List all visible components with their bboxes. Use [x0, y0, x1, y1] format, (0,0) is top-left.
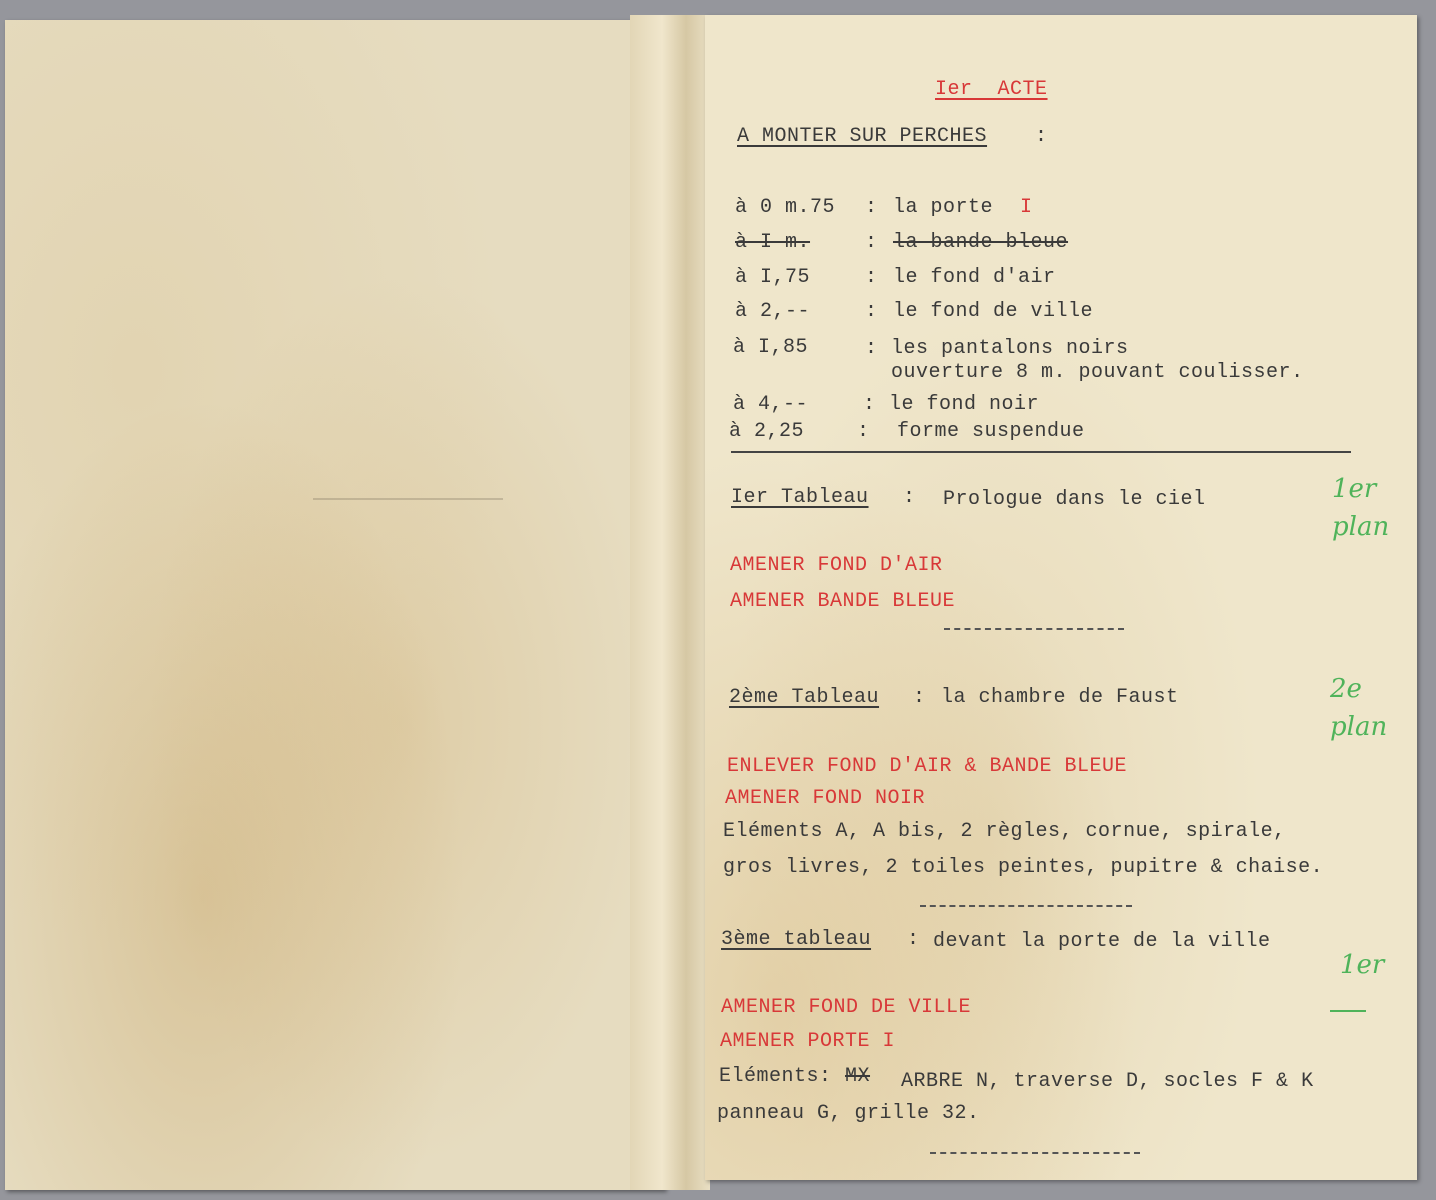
perche-colon: :	[865, 300, 878, 323]
perche-position: à 0 m.75	[735, 196, 836, 219]
tableau-1-label: Ier Tableau	[731, 486, 869, 509]
bleed-through-line	[313, 498, 503, 500]
perche-description: les pantalons noirs	[891, 337, 1129, 360]
perche-red-mark: I	[1020, 196, 1033, 219]
perche-colon: :	[865, 231, 878, 254]
perches-heading-colon: :	[1035, 125, 1048, 148]
perche-description: le fond noir	[889, 393, 1040, 416]
perche-position: à I,85	[733, 336, 809, 359]
perche-description: la porte	[893, 196, 994, 219]
tableau-3-elements-label: Eléments:	[719, 1065, 832, 1088]
perches-heading: A MONTER SUR PERCHES	[737, 125, 988, 148]
perche-position: à 2,25	[729, 420, 805, 443]
page-fold	[630, 15, 710, 1190]
perche-colon: :	[857, 420, 870, 443]
tableau-colon: :	[913, 686, 926, 709]
perche-position: à 2,--	[735, 300, 811, 323]
perche-position: à I,75	[735, 266, 811, 289]
perche-colon: :	[865, 337, 878, 360]
pencil-note-plan-1: 1er plan	[1332, 474, 1390, 542]
dashed-separator	[930, 1152, 1140, 1154]
tableau-1-action: AMENER BANDE BLEUE	[730, 590, 956, 613]
tableau-3-elements-struck: MX	[845, 1065, 871, 1088]
perche-colon: :	[863, 393, 876, 416]
tableau-2-title: la chambre de Faust	[941, 686, 1179, 709]
tableau-2-action: ENLEVER FOND D'AIR & BANDE BLEUE	[727, 755, 1128, 778]
dashed-separator	[944, 628, 1124, 630]
left-page-back	[5, 20, 665, 1190]
perche-colon: :	[865, 196, 878, 219]
tableau-3-action: AMENER PORTE I	[720, 1030, 896, 1053]
perche-position: à 4,--	[733, 393, 809, 416]
tableau-3-label: 3ème tableau	[721, 928, 872, 951]
section-divider	[731, 451, 1351, 453]
tableau-2-elements: Eléments A, A bis, 2 règles, cornue, spirale,	[723, 820, 1286, 843]
tableau-colon: :	[903, 486, 916, 509]
perche-description: le fond de ville	[893, 300, 1094, 323]
act-title: Ier ACTE	[935, 78, 1048, 101]
tableau-1-title: Prologue dans le ciel	[943, 488, 1206, 511]
dashed-separator	[920, 905, 1132, 907]
tableau-3-elements: ARBRE N, traverse D, socles F & K	[901, 1070, 1314, 1093]
tableau-2-label: 2ème Tableau	[729, 686, 880, 709]
pencil-underline	[1330, 1010, 1366, 1012]
tableau-2-elements-continued: gros livres, 2 toiles peintes, pupitre & chaise.	[723, 856, 1324, 879]
tableau-colon: :	[907, 928, 920, 951]
perche-description-struck: la bande bleue	[893, 231, 1069, 254]
pencil-note-plan-2: 2e plan	[1330, 674, 1388, 742]
perche-position-struck: à I m.	[735, 231, 811, 254]
tableau-3-title: devant la porte de la ville	[933, 930, 1271, 953]
perche-description-continued: ouverture 8 m. pouvant coulisser.	[891, 361, 1304, 384]
tableau-2-action: AMENER FOND NOIR	[725, 787, 926, 810]
pencil-note-plan-3: 1er	[1340, 950, 1385, 980]
perche-colon: :	[865, 266, 878, 289]
tableau-1-action: AMENER FOND D'AIR	[730, 554, 943, 577]
perche-description: forme suspendue	[897, 420, 1085, 443]
tableau-3-elements-continued: panneau G, grille 32.	[717, 1102, 980, 1125]
perche-description: le fond d'air	[893, 266, 1056, 289]
tableau-3-action: AMENER FOND DE VILLE	[721, 996, 972, 1019]
